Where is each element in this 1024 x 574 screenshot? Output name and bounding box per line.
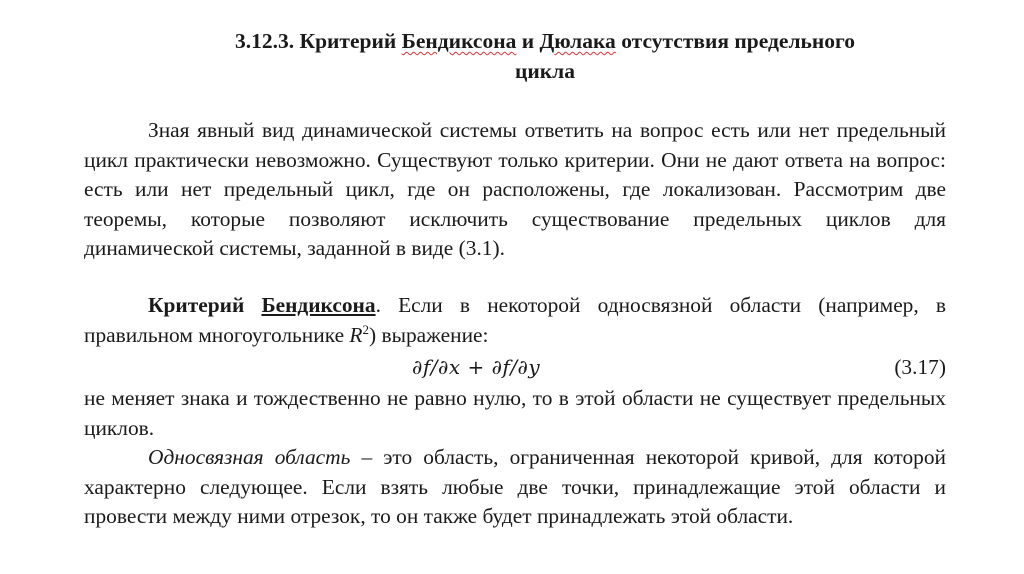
heading-word-dulac: Дюлака	[539, 29, 616, 53]
term-simply-connected: Односвязная область	[148, 445, 351, 469]
formula-row	[84, 352, 946, 382]
superscript-2: 2	[362, 321, 369, 337]
heading-word-and: и	[521, 29, 535, 53]
paragraph-definition-text: – это область, ограниченная некоторой кривой, для которой характерно следующее. Если взять любые две точки, принадлежащие этой области и провести между ними отрезок, то он также будет принадлежать этой области.	[84, 445, 946, 528]
equation-number: (3.17)	[894, 355, 946, 379]
paragraph-bendixson	[84, 291, 946, 350]
paragraph-bendixson-text-a: . Если в некоторой односвязной области (например, в правильном многоугольнике	[84, 293, 946, 347]
heading-word-criterion: Критерий	[299, 29, 397, 53]
variable-r: R	[349, 322, 363, 347]
paragraph-intro: Зная явный вид динамической системы ответить на вопрос есть или нет предельный цикл практически невозможно. Существуют только критерии. Они не дают ответа на вопрос: есть или нет предельный цикл, где он расположены, где локализован. Рассмотрим две теоремы, которые позволяют исключить существование предельных циклов для динамической системы, заданной в виде (3.1).	[84, 118, 946, 260]
section-heading	[160, 26, 930, 86]
paragraph-bendixson-text-b: ) выражение:	[369, 322, 489, 347]
criterion-label: Критерий	[148, 293, 245, 317]
heading-word-bendixson: Бендиксона	[401, 29, 517, 53]
formula-expression: ∂f/∂x + ∂f/∂y	[412, 355, 541, 379]
heading-number: 3.12.3.	[235, 29, 295, 53]
heading-line-2: цикла	[515, 59, 575, 83]
paragraph-condition: не меняет знака и тождественно не равно нулю, то в этой области не существует предельных циклов.	[84, 386, 946, 440]
criterion-name: Бендиксона	[261, 293, 376, 317]
heading-line-1	[160, 26, 930, 56]
paragraph-definition	[84, 443, 946, 532]
heading-word-rest: отсутствия предельного	[621, 29, 855, 53]
